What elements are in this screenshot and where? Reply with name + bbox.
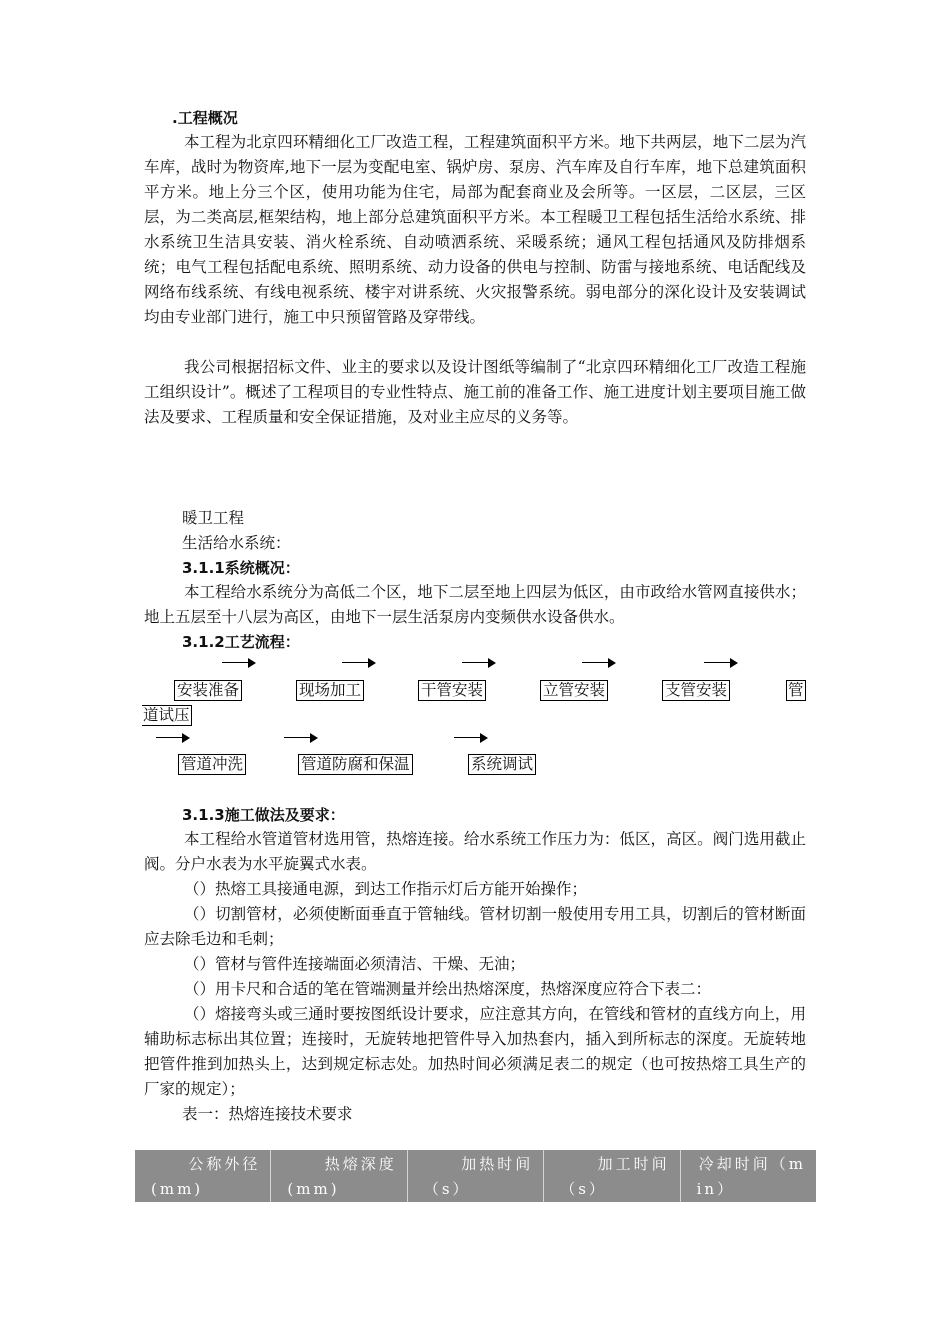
flow-arrow-icon: [462, 658, 496, 668]
subtitle-water-supply: 生活给水系统：: [182, 534, 291, 552]
table-header-cell: 加热时间 （s）: [408, 1150, 544, 1202]
flow-arrow-icon: [156, 733, 190, 743]
flow-step-riser: 立管安装: [540, 680, 608, 701]
method-item-3: （）管材与管件连接端面必须清洁、干燥、无油；: [184, 955, 526, 973]
system-overview-paragraph: 本工程给水系统分为高低二个区，地下二层至地上四层为低区，由市政给水管网直接供水；地上五层至十八层为高区，由地下一层生活泵房内变频供水设备供水。: [144, 583, 806, 626]
table-header-row: [135, 1150, 816, 1202]
table-header-cell: 加工时间 （s）: [544, 1150, 680, 1202]
table-header-cell: 公称外径 (mm): [135, 1150, 271, 1202]
flow-arrow-icon: [222, 658, 256, 668]
flow-arrow-icon: [284, 733, 318, 743]
flow-step-anticorrosion: 管道防腐和保温: [298, 754, 413, 775]
flow-arrow-icon: [342, 658, 376, 668]
section-title-hvac: 暖卫工程: [182, 509, 245, 527]
flow-step-main-pipe: 干管安装: [418, 680, 486, 701]
overview-paragraph-1: 本工程为北京四环精细化工厂改造工程，工程建筑面积平方米。地下共两层，地下二层为汽车库，战时为物资库,地下一层为变配电室、锅炉房、泵房、汽车库及自行车库，地下总建筑面积平方米。地上分三个区，使用功能为住宅，局部为配套商业及会所等。一区层，二区层，三区层，为二类高层,框架结构，地上部分总建筑面积平方米。本工程暖卫工程包括生活给水系统、排水系统卫生洁具安装、消火栓系统、自动喷洒系统、采暖系统；通风工程包括通风及防排烟系统；电气工程包括配电系统、照明系统、动力设备的供电与控制、防雷与接地系统、电话配线及网络布线系统、有线电视系统、楼宇对讲系统、火灾报警系统。弱电部分的深化设计及安装调试均由专业部门进行，施工中只预留管路及穿带线。: [144, 133, 806, 326]
flow-step-flush: 管道冲洗: [178, 754, 246, 775]
flow-step-onsite-processing: 现场加工: [296, 680, 364, 701]
method-item-5: （）熔接弯头或三通时要按图纸设计要求，应注意其方向，在管线和管材的直线方向上，用辅助标志标出其位置；连接时，无旋转地把管件导入加热套内，插入到所标志的深度。无旋转地把管件推到加热头上，达到规定标志处。加热时间必须满足表二的规定（也可按热熔工具生产的厂家的规定）；: [144, 1005, 806, 1098]
flow-step-pressure-test-a: 管: [788, 681, 804, 699]
flow-step-branch: 支管安装: [662, 680, 730, 701]
method-item-4: （）用卡尺和合适的笔在管端测量并绘出热熔深度，热熔深度应符合下表二：: [184, 980, 712, 998]
overview-paragraph-2: 我公司根据招标文件、业主的要求以及设计图纸等编制了“北京四环精细化工厂改造工程施工组织设计”。概述了工程项目的专业性特点、施工前的准备工作、施工进度计划主要项目施工做法及要求、工程质量和安全保证措施，及对业主应尽的义务等。: [144, 358, 806, 426]
heading-3-1-2: 3.1.2工艺流程：: [182, 633, 300, 651]
method-item-1: （）热熔工具接通电源，到达工作指示灯后方能开始操作；: [184, 880, 588, 898]
flow-arrow-icon: [582, 658, 616, 668]
heading-3-1-1: 3.1.1系统概况：: [182, 559, 300, 577]
table-header-cell: 冷却时间（m in）: [696, 1155, 807, 1198]
flow-step-commissioning: 系统调试: [468, 754, 536, 775]
table-header-cell: 热熔深度 (mm): [271, 1150, 407, 1202]
flow-arrow-icon: [704, 658, 738, 668]
heading-3-1-3: 3.1.3施工做法及要求：: [182, 806, 345, 824]
method-paragraph: 本工程给水管道管材选用管，热熔连接。给水系统工作压力为：低区，高区。阀门选用截止阀。分户水表为水平旋翼式水表。: [144, 830, 806, 873]
table-caption: 表一：热熔连接技术要求: [182, 1105, 353, 1123]
flow-arrow-icon: [454, 733, 488, 743]
section-title-overview: .工程概况: [172, 109, 238, 127]
flow-step-prep: 安装准备: [174, 680, 242, 701]
flow-step-pressure-test-b: 道试压: [143, 706, 190, 724]
method-item-2: （）切割管材，必须使断面垂直于管轴线。管材切割一般使用专用工具，切割后的管材断面应去除毛边和毛刺；: [144, 905, 806, 948]
